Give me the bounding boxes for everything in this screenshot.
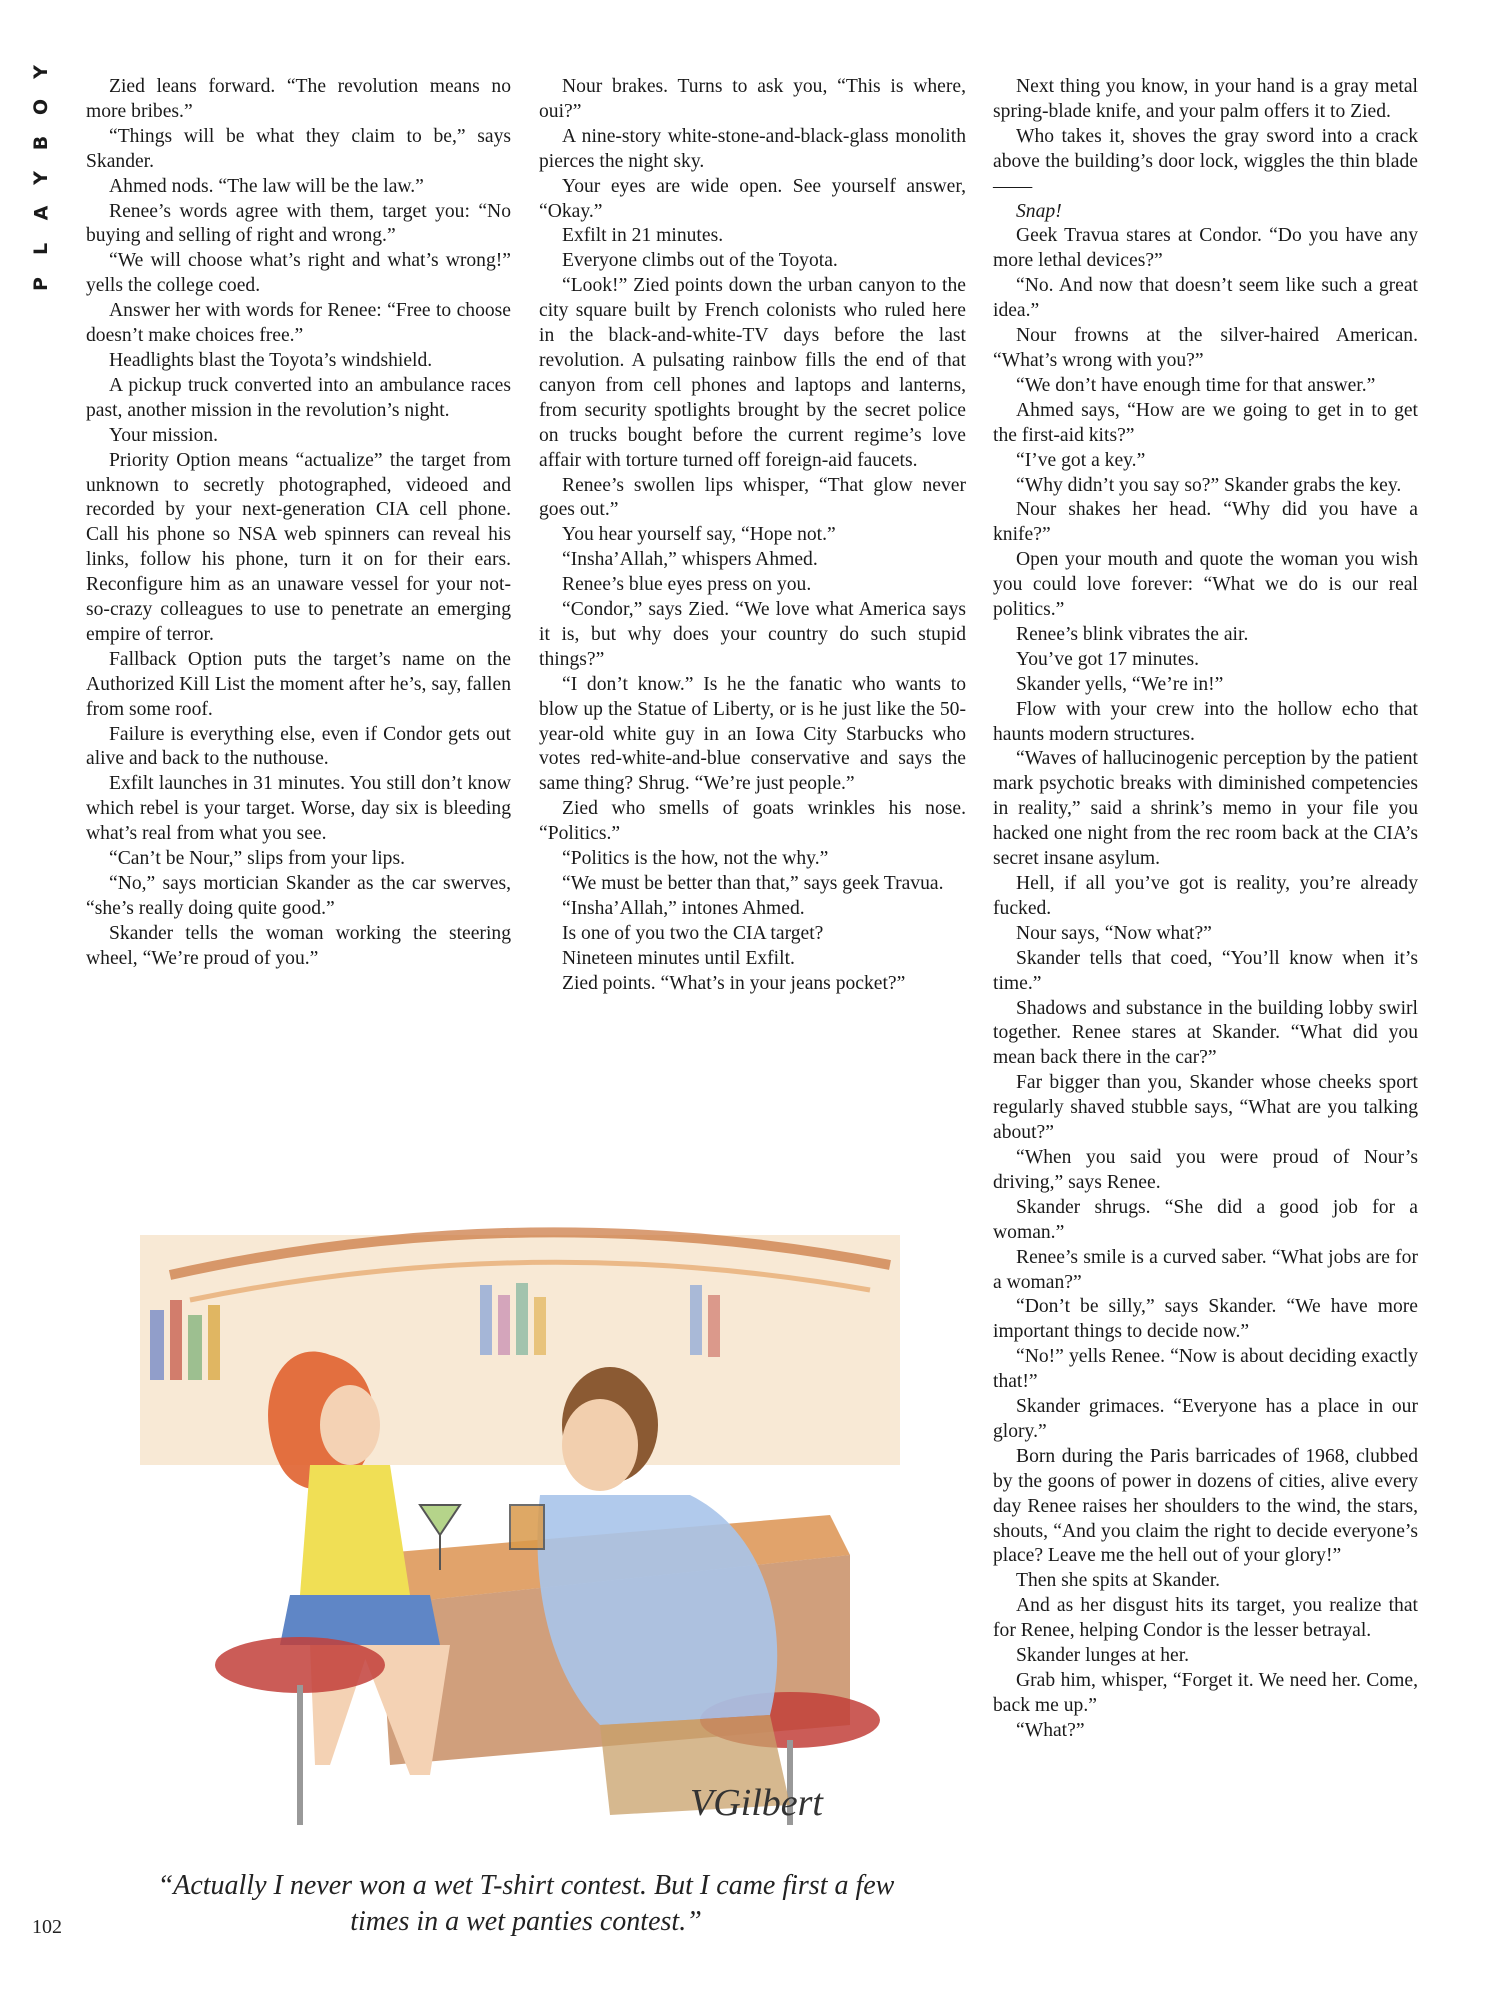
- bar-stool: [215, 1637, 385, 1693]
- paragraph: “We don’t have enough time for that answer.”: [1016, 374, 1376, 396]
- paragraph: “When you said you were proud of Nour’s driving,” says Renee.: [993, 1146, 1418, 1193]
- paragraph: Nour shakes her head. “Why did you have a knife?”: [993, 499, 1418, 546]
- paragraph: Zied points. “What’s in your jeans pocket?”: [562, 972, 906, 994]
- paragraph: Who takes it, shoves the gray sword into a crack above the building’s door lock, wiggles the thin blade——: [993, 125, 1418, 197]
- paragraph: Skander tells the woman working the steering wheel, “We’re proud of you.”: [86, 922, 511, 969]
- page-number: 102: [32, 1916, 62, 1938]
- running-head-letter: P: [30, 277, 52, 291]
- paragraph: Answer her with words for Renee: “Free to choose doesn’t make choices free.”: [86, 300, 511, 347]
- paragraph: Everyone climbs out of the Toyota.: [562, 250, 838, 272]
- paragraph: “We will choose what’s right and what’s wrong!” yells the college coed.: [86, 250, 511, 297]
- text-column-1: [86, 75, 511, 972]
- artist-signature: VGilbert: [690, 1782, 823, 1824]
- paragraph: Renee’s swollen lips whisper, “That glow never goes out.”: [539, 474, 966, 521]
- paragraph: “Condor,” says Zied. “We love what America says it is, but why does your country do such stupid things?”: [539, 599, 966, 670]
- paragraph: “No!” yells Renee. “Now is about deciding exactly that!”: [993, 1346, 1418, 1393]
- paragraph: Zied leans forward. “The revolution means no more bribes.”: [86, 76, 511, 122]
- text-column-2: [539, 75, 966, 997]
- paragraph: Ahmed says, “How are we going to get in to get the first-aid kits?”: [993, 399, 1418, 446]
- cartoon-illustration: [130, 1205, 960, 1845]
- paragraph: “Don’t be silly,” says Skander. “We have more important things to decide now.”: [993, 1296, 1418, 1343]
- paragraph: Ahmed nods. “The law will be the law.”: [109, 175, 424, 197]
- paragraph: Grab him, whisper, “Forget it. We need her. Come, back me up.”: [993, 1670, 1418, 1716]
- paragraph: Renee’s blue eyes press on you.: [562, 574, 812, 596]
- running-head-letter: O: [30, 99, 52, 116]
- paragraph: Fallback Option puts the target’s name on the Authorized Kill List the moment after he’s, say, fallen from some roof.: [86, 648, 511, 720]
- running-head: [28, 62, 54, 294]
- paragraph: Renee’s words agree with them, target you: “No buying and selling of right and wrong.”: [86, 200, 511, 247]
- paragraph: Shadows and substance in the building lobby swirl together. Renee stares at Skander. “What did you mean back there in the car?”: [993, 997, 1418, 1069]
- paragraph: Skander lunges at her.: [1016, 1645, 1190, 1667]
- paragraph: Geek Travua stares at Condor. “Do you have any more lethal devices?”: [993, 225, 1418, 272]
- paragraph: Zied who smells of goats wrinkles his nose. “Politics.”: [539, 798, 966, 845]
- paragraph: Far bigger than you, Skander whose cheeks sport regularly shaved stubble says, “What are you talking about?”: [993, 1072, 1418, 1144]
- paragraph: “I’ve got a key.”: [1016, 449, 1146, 471]
- paragraph: A pickup truck converted into an ambulance races past, another mission in the revolution’s night.: [86, 374, 511, 421]
- paragraph: Next thing you know, in your hand is a gray metal spring-blade knife, and your palm offers it to Zied.: [993, 76, 1418, 122]
- running-head-letter: Y: [29, 65, 52, 79]
- paragraph: Your eyes are wide open. See yourself answer, “Okay.”: [539, 175, 966, 222]
- paragraph: Skander yells, “We’re in!”: [1016, 673, 1224, 695]
- paragraph: “Can’t be Nour,” slips from your lips.: [109, 848, 405, 870]
- paragraph: “Why didn’t you say so?” Skander grabs the key.: [1016, 474, 1402, 496]
- paragraph: You hear yourself say, “Hope not.”: [562, 524, 836, 546]
- paragraph: Hell, if all you’ve got is reality, you’re already fucked.: [993, 873, 1418, 919]
- paragraph: Exfilt launches in 31 minutes. You still don’t know which rebel is your target. Worse, day six is bleeding what’s real from what you see.: [86, 773, 511, 845]
- paragraph: Snap!: [1016, 200, 1062, 222]
- text-column-3: [993, 75, 1418, 1744]
- drink-glass: [510, 1505, 544, 1549]
- paragraph: Open your mouth and quote the woman you wish you could love forever: “What we do is our real politics.”: [993, 549, 1418, 621]
- paragraph: Failure is everything else, even if Condor gets out alive and back to the nuthouse.: [86, 723, 511, 770]
- paragraph: Nineteen minutes until Exfilt.: [562, 947, 795, 969]
- paragraph: “I don’t know.” Is he the fanatic who wants to blow up the Statue of Liberty, or is he just like the 50-year-old white guy in an Iowa City Starbucks who votes red-white-and-blue conservative and says the same thing? Shrug. “We’re just people.”: [539, 673, 966, 795]
- paragraph: Nour says, “Now what?”: [1016, 922, 1212, 944]
- paragraph: “Insha’Allah,” intones Ahmed.: [562, 897, 805, 919]
- paragraph: Renee’s blink vibrates the air.: [1016, 623, 1249, 645]
- cartoon-caption: [86, 1868, 966, 1940]
- paragraph: Priority Option means “actualize” the target from unknown to secretly photographed, videoed and recorded by your next-generation CIA cell phone. Call his phone so NSA web spinners can reveal his links, follow his phone, turn it on for their ears. Reconfigure him as an unaware vessel for your not-so-crazy colleagues to use to penetrate an emerging empire of terror.: [86, 449, 511, 645]
- paragraph: Your mission.: [109, 424, 219, 446]
- running-head-letter: A: [30, 205, 52, 221]
- caption-line: “Actually I never won a wet T-shirt contest. But I came first a few: [157, 1870, 895, 1901]
- paragraph: “Look!” Zied points down the urban canyon to the city square built by French colonists who ruled here in the black-and-white-TV days before the last revolution. A pulsating rainbow fills the end of that canyon from cell phones and laptops and lanterns, from security spotlights brought by the secret police on trucks bought before the current regime’s love affair with torture turned off foreign-aid faucets.: [539, 275, 966, 471]
- paragraph: Skander grimaces. “Everyone has a place in our glory.”: [993, 1396, 1418, 1442]
- paragraph: Headlights blast the Toyota’s windshield.: [109, 349, 433, 371]
- paragraph: “We must be better than that,” says geek Travua.: [562, 873, 944, 894]
- paragraph: Renee’s smile is a curved saber. “What jobs are for a woman?”: [993, 1246, 1418, 1293]
- paragraph: “Things will be what they claim to be,” says Skander.: [86, 125, 511, 172]
- paragraph: Flow with your crew into the hollow echo that haunts modern structures.: [993, 698, 1418, 745]
- paragraph: Then she spits at Skander.: [1016, 1570, 1221, 1592]
- paragraph: Skander tells that coed, “You’ll know when it’s time.”: [993, 947, 1418, 994]
- paragraph: A nine-story white-stone-and-black-glass monolith pierces the night sky.: [539, 125, 966, 172]
- running-head-letter: Y: [29, 171, 52, 185]
- paragraph: Nour brakes. Turns to ask you, “This is where, oui?”: [539, 76, 966, 122]
- paragraph: “Waves of hallucinogenic perception by the patient mark psychotic breaks with diminished competencies in reality,” said a shrink’s memo in your file you hacked one night from the rec room back at the CIA’s secret insane asylum.: [993, 748, 1418, 870]
- paragraph: “No. And now that doesn’t seem like such a great idea.”: [993, 275, 1418, 322]
- paragraph: You’ve got 17 minutes.: [1016, 648, 1200, 670]
- paragraph: Nour frowns at the silver-haired American. “What’s wrong with you?”: [993, 325, 1418, 371]
- running-head-letter: L: [29, 242, 52, 255]
- paragraph: And as her disgust hits its target, you realize that for Renee, helping Condor is the lesser betrayal.: [993, 1595, 1418, 1642]
- paragraph: Skander shrugs. “She did a good job for a woman.”: [993, 1196, 1418, 1243]
- paragraph: Born during the Paris barricades of 1968, clubbed by the goons of power in dozens of cities, alive every day Renee raises her shoulders to the wind, the stars, shouts, “And you claim the right to decide everyone’s place? Leave me the hell out of your glory!”: [993, 1445, 1418, 1567]
- paragraph: Exfilt in 21 minutes.: [562, 225, 724, 247]
- paragraph: “What?”: [1016, 1719, 1085, 1741]
- running-head-letter: B: [29, 135, 52, 150]
- paragraph: “Insha’Allah,” whispers Ahmed.: [562, 549, 818, 571]
- paragraph: Is one of you two the CIA target?: [562, 922, 824, 944]
- paragraph: “Politics is the how, not the why.”: [562, 848, 829, 870]
- paragraph: “No,” says mortician Skander as the car swerves, “she’s really doing quite good.”: [86, 873, 511, 919]
- caption-line: times in a wet panties contest.”: [350, 1906, 702, 1937]
